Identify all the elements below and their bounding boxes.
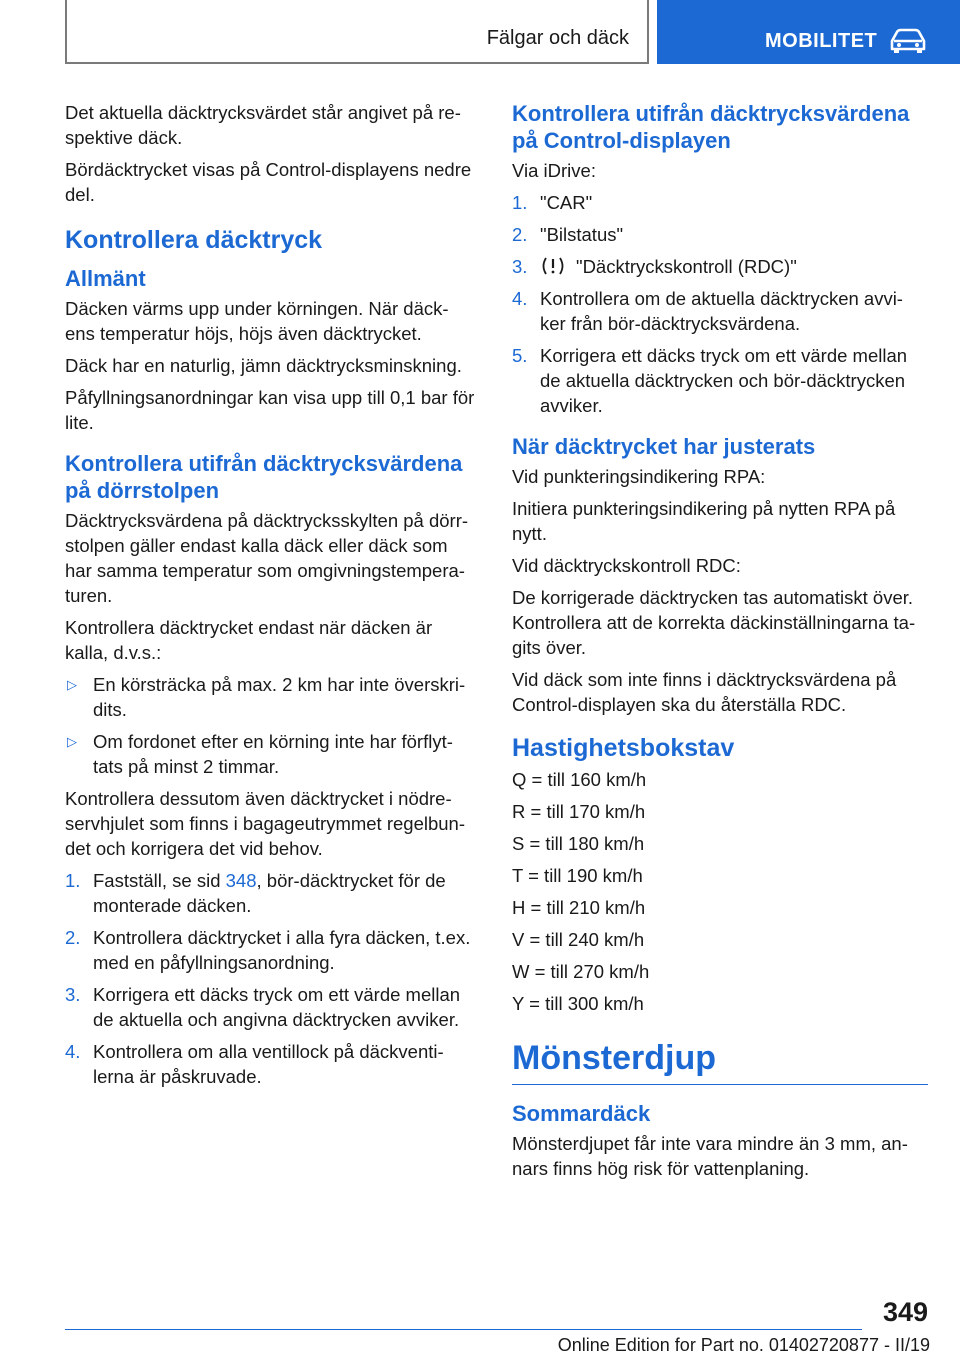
paragraph: De korrigerade däcktrycken tas automatiskt över. Kontrollera att de korrekta däckinställningarna ta-gits över. (512, 587, 916, 658)
heading-allmant: Allmänt (65, 266, 146, 291)
car-icon (889, 26, 927, 54)
section-header (65, 0, 649, 64)
speed-rating: T = till 190 km/h (512, 865, 643, 886)
step-number: 1. (512, 192, 528, 213)
chapter-header (657, 0, 960, 64)
heading-control-displayen: Kontrollera utifrån däcktrycksvärdena på Control-displayen (512, 101, 910, 153)
heading-hastighetsbokstav: Hastighetsbokstav (512, 734, 735, 762)
paragraph: Kontrollera dessutom även däcktrycket i nödre-servhjulet som finns i bagageutrymmet regelbun-det och korrigera det vid behov. (65, 788, 465, 859)
bullet-marker-icon: ▷ (67, 677, 77, 692)
paragraph: Vid däck som inte finns i däcktrycksvärdena på Control-displayen ska du återställa RDC. (512, 669, 897, 715)
heading-dorrstolpen: Kontrollera utifrån däcktrycksvärdena på dörrstolpen (65, 451, 463, 503)
step-list (65, 868, 477, 1089)
list-item: 5. Korrigera ett däcks tryck om ett värde mellan de aktuella däcktrycken och bör-däcktrycken avviker. (512, 345, 908, 416)
page-reference-link[interactable]: 348 (225, 870, 257, 891)
heading-monsterdjup: Mönsterdjup (512, 1036, 928, 1085)
step-number: 4. (512, 288, 528, 309)
paragraph: Däcktrycksvärdena på däcktrycksskylten på dörr-stolpen gäller endast kalla däck eller däck som har samma temperatur som omgivningstempera-turen. (65, 510, 469, 606)
step-number: 3. (512, 256, 528, 277)
list-item: 2. "Bilstatus" (512, 224, 624, 245)
chapter-title: MOBILITET (765, 30, 878, 52)
list-item: 2. Kontrollera däcktrycket i alla fyra däcken, t.ex. med en påfyllningsanordning. (65, 927, 471, 973)
speed-rating: S = till 180 km/h (512, 833, 645, 854)
list-item: 1. Fastställ, se sid 348, bör-däcktrycket för de monterade däcken. (65, 870, 446, 916)
footer-divider (65, 1329, 862, 1330)
step-number: 2. (512, 224, 528, 245)
speed-rating: V = till 240 km/h (512, 929, 645, 950)
left-column (65, 100, 477, 1096)
paragraph: Bördäcktrycket visas på Control-displayens nedre del. (65, 159, 472, 205)
step-number: 1. (65, 870, 81, 891)
step-number: 5. (512, 345, 528, 366)
paragraph: Mönsterdjupet får inte vara mindre än 3 mm, an-nars finns hög risk för vattenplaning. (512, 1133, 908, 1179)
section-title: Fälgar och däck (486, 27, 629, 49)
page-number: 349 (882, 1297, 928, 1327)
bullet-marker-icon: ▷ (67, 734, 77, 749)
speed-rating: Y = till 300 km/h (512, 993, 644, 1014)
right-column (512, 100, 928, 1188)
step-number: 3. (65, 984, 81, 1005)
list-item: 1. "CAR" (512, 192, 593, 213)
speed-rating: R = till 170 km/h (512, 801, 646, 822)
list-item: 4. Kontrollera om alla ventillock på däckventi-lerna är påskruvade. (65, 1041, 444, 1087)
speed-rating: H = till 210 km/h (512, 897, 646, 918)
step-number: 2. (65, 927, 81, 948)
paragraph: Kontrollera däcktrycket endast när däcken är kalla, d.v.s.: (65, 617, 433, 663)
paragraph: Vid punkteringsindikering RPA: (512, 466, 766, 487)
heading-kontrollera-dacktryck: Kontrollera däcktryck (65, 226, 323, 254)
footer-edition: Online Edition for Part no. 01402720877 - II/19 (557, 1335, 930, 1355)
paragraph: Initiera punkteringsindikering på nytten RPA på nytt. (512, 498, 896, 544)
list-item: 3. Korrigera ett däcks tryck om ett värde mellan de aktuella och angivna däcktrycken avviker. (65, 984, 461, 1030)
bullet-list (65, 672, 477, 779)
list-item: 4. Kontrollera om de aktuella däcktrycken avvi-ker från bör-däcktrycksvärdena. (512, 288, 903, 334)
speed-rating: Q = till 160 km/h (512, 769, 647, 790)
list-item: ▷ Om fordonet efter en körning inte har förflyt-tats på minst 2 timmar. (67, 731, 453, 777)
paragraph: Påfyllningsanordningar kan visa upp till 0,1 bar för lite. (65, 387, 475, 433)
heading-sommardack: Sommardäck (512, 1101, 651, 1126)
heading-justerats: När däcktrycket har justerats (512, 434, 816, 459)
tire-pressure-warning-icon (540, 256, 566, 276)
paragraph: Däck har en naturlig, jämn däcktrycksminskning. (65, 355, 462, 376)
step-list (512, 190, 928, 418)
list-item: ▷ En körsträcka på max. 2 km har inte överskri-dits. (67, 674, 466, 720)
step-number: 4. (65, 1041, 81, 1062)
speed-list (512, 767, 928, 1016)
speed-rating: W = till 270 km/h (512, 961, 650, 982)
paragraph: Däcken värms upp under körningen. När däck-ens temperatur höjs, höjs även däcktrycket. (65, 298, 449, 344)
paragraph: Vid däcktryckskontroll RDC: (512, 555, 741, 576)
list-item: 3. "Däcktryckskontroll (RDC)" (512, 256, 797, 277)
paragraph: Via iDrive: (512, 160, 596, 181)
paragraph: Det aktuella däcktrycksvärdet står angivet på re-spektive däck. (65, 102, 461, 148)
